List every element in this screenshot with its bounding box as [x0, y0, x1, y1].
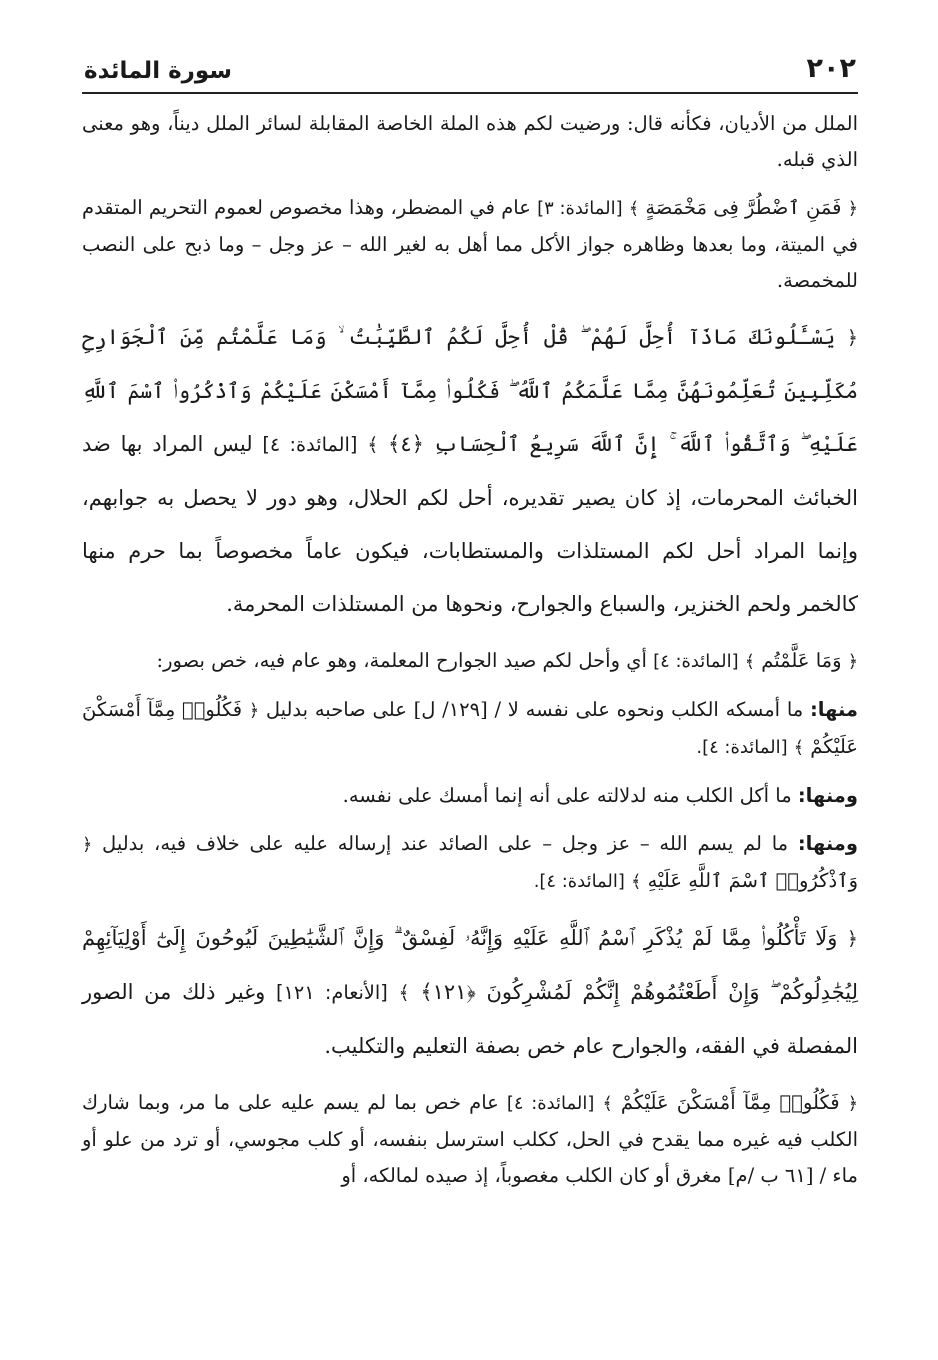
verse-reference: [المائدة: ٤] [262, 433, 358, 456]
quran-verse: فَكُلُوا۟ مِمَّآ أَمْسَكْنَ عَلَيْكُمْ [620, 1091, 840, 1114]
ornate-bracket-open: ﴿ [248, 701, 260, 721]
commentary-text: ما لم يسم الله – عز وجل – على الصائد عند إرساله عليه على خلاف فيه، بدليل [102, 832, 789, 855]
ornate-bracket-close: ﴾ [631, 872, 642, 892]
header-rule [82, 92, 858, 94]
commentary-text: وغير ذلك من الصور المفصلة في الفقه، والجوارح عام خص بصفة التعليم والتكليب. [82, 980, 858, 1058]
ornate-bracket-open: ﴿ [846, 928, 858, 950]
verse-reference: [المائدة: ٤]. [533, 871, 625, 892]
quran-verse: وَلَا تَأْكُلُوا۟ مِمَّا لَمْ يُذْكَرِ ٱسْمُ ٱللَّهِ عَلَيْهِ وَإِنَّهُۥ لَفِسْقٌ ۗ وَإِنَّ ٱلشَّيَٰطِينَ لَيُوحُونَ إِلَىٰٓ أَوْلِيَآئِهِمْ لِيُجَٰدِلُوكُمْ ۖ وَإِنْ أَطَعْتُمُوهُمْ إِنَّكُمْ لَمُشْرِكُونَ ﴿١٢١﴾ [82, 926, 858, 1004]
commentary-text: عام في المضطر، وهذا مخصوص لعموم التحريم المتقدم في الميتة، وما بعدها وظاهره جواز الأكل مما أهل به لغير الله – عز وجل – وما ذبح على النصب للمخمصة. [82, 196, 858, 292]
ornate-bracket-close: ﴾ [602, 1094, 613, 1114]
point-label: ومنها: [797, 784, 858, 807]
commentary-text: ما أكل الكلب منه لدلالته على أنه إنما أمسك على نفسه. [342, 784, 792, 807]
quran-verse: وَمَا عَلَّمْتُم [761, 649, 842, 672]
verse-reference: [الأنعام: ١٢١] [276, 981, 388, 1004]
ornate-bracket-close: ﴾ [367, 434, 379, 456]
page-header [82, 40, 858, 84]
ornate-bracket-close: ﴾ [398, 982, 410, 1004]
paragraph [82, 912, 858, 1073]
ornate-bracket-open: ﴿ [847, 199, 858, 219]
paragraph [82, 778, 858, 814]
paragraph [82, 311, 858, 631]
verse-reference: [المائدة: ٤]. [696, 737, 788, 758]
ornate-bracket-open: ﴿ [82, 835, 93, 855]
quran-verse: فَمَنِ ٱضْطُرَّ فِى مَخْمَصَةٍ [645, 196, 842, 219]
commentary-text: ليس المراد بها ضد الخبائث المحرمات، إذ كان يصير تقديره، أحل لكم الحلال، وهو دور لا يحصل به جوابهم، وإنما المراد أحل لكم المستلذات والمستطابات، فيكون عاماً مخصوصاً بما حرم منها كالخمر ولحم الخنزير، والسباع والجوارح، ونحوها من المستلذات المحرمة. [82, 432, 858, 616]
quran-verse: وَٱذْكُرُوا۟ ٱسْمَ ٱللَّهِ عَلَيْهِ [647, 869, 858, 892]
paragraph [82, 190, 858, 299]
point-label: ومنها: [797, 832, 858, 855]
page-number: ٢٠٢ [806, 53, 856, 84]
surah-title: سورة المائدة [84, 58, 232, 84]
ornate-bracket-close: ﴾ [744, 652, 756, 672]
ornate-bracket-open: ﴿ [847, 1094, 859, 1114]
quran-verse: فَكُلُوا۟ مِمَّآ أَمْسَكْنَ عَلَيْكُمْ [82, 698, 858, 758]
paragraph [82, 106, 858, 178]
commentary-text: أي وأحل لكم صيد الجوارح المعلمة، وهو عام فيه، خص بصور: [156, 649, 647, 672]
verse-reference: [المائدة: ٤] [653, 651, 739, 672]
paragraph [82, 643, 858, 680]
commentary-text: ما أمسكه الكلب ونحوه على نفسه لا / [١٢٩/ ل] على صاحبه بدليل [265, 698, 804, 721]
commentary-text: الملل من الأديان، فكأنه قال: ورضيت لكم هذه الملة الخاصة المقابلة لسائر الملل ديناً، وهو معنى الذي قبله. [82, 112, 858, 171]
verse-reference: [المائدة: ٣] [537, 198, 623, 219]
book-page [82, 40, 858, 1206]
ornate-bracket-open: ﴿ [846, 327, 858, 349]
point-label: منها: [809, 698, 858, 721]
verse-reference: [المائدة: ٤] [506, 1093, 595, 1114]
ornate-bracket-open: ﴿ [847, 652, 858, 672]
paragraph [82, 692, 858, 766]
quran-verse: يَسْـَٔلُونَكَ مَاذَآ أُحِلَّ لَهُمْ ۖ قُلْ أُحِلَّ لَكُمُ ٱلطَّيِّبَٰتُ ۙ وَمَا عَلَّمْتُم مِّنَ ٱلْجَوَارِحِ مُكَلِّبِينَ تُعَلِّمُونَهُنَّ مِمَّا عَلَّمَكُمُ ٱللَّهُ ۖ فَكُلُوا۟ مِمَّآ أَمْسَكْنَ عَلَيْكُمْ وَٱذْكُرُوا۟ ٱسْمَ ٱللَّهِ عَلَيْهِ ۖ وَٱتَّقُوا۟ ٱللَّهَ ۚ إِنَّ ٱللَّهَ سَرِيعُ ٱلْحِسَابِ ﴿٤﴾ [82, 325, 858, 456]
ornate-bracket-close: ﴾ [628, 199, 640, 219]
page-body [82, 106, 858, 1194]
commentary-text: عام خص بما لم يسم عليه على ما مر، وبما شارك الكلب فيه غيره مما يقدح في الحل، ككلب استرسل بنفسه، أو كلب مجوسي، أو ترد من علو أو ماء / [٦١ ب /م] مغرق أو كان الكلب مغصوباً، إذ صيده لمالكه، أو [82, 1091, 858, 1187]
paragraph [82, 1085, 858, 1194]
paragraph [82, 826, 858, 900]
ornate-bracket-close: ﴾ [793, 738, 805, 758]
